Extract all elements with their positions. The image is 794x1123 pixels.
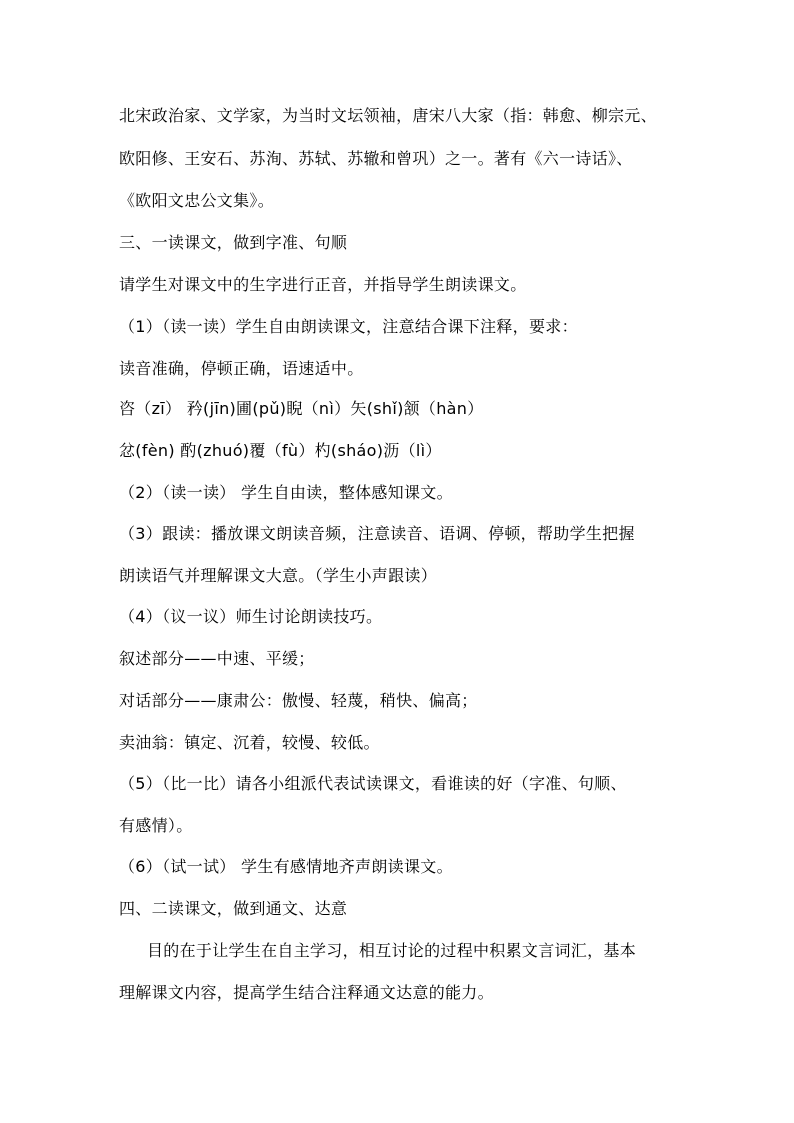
section-heading: 四、二读课文，做到通文、达意 xyxy=(119,899,348,918)
text-line: 叙述部分——中速、平缓； xyxy=(119,649,315,668)
pinyin-line: 咨（zī） 矜(jīn)圃(pǔ)睨（nì）矢(shǐ)颔（hàn） xyxy=(119,399,484,418)
pinyin-line: 忿(fèn) 酌(zhuó)覆（fù）杓(sháo)沥（lì） xyxy=(119,441,442,460)
text-line: 请学生对课文中的生字进行正音，并指导学生朗读课文。 xyxy=(119,275,527,294)
text-line: （5）（比一比）请各小组派代表试读课文，看谁读的好（字准、句顺、 xyxy=(119,774,627,793)
text-line: （2）（读一读） 学生自由读，整体感知课文。 xyxy=(119,483,453,502)
text-line: 读音准确，停顿正确，语速适中。 xyxy=(119,359,364,378)
text-line: 有感情）。 xyxy=(119,816,193,835)
text-line: （1）（读一读）学生自由朗读课文，注意结合课下注释，要求： xyxy=(119,317,578,336)
text-line: （6）（试一试） 学生有感情地齐声朗读课文。 xyxy=(119,857,453,876)
text-line: 《欧阳文忠公文集》。 xyxy=(119,191,275,210)
text-line: 对话部分——康肃公：傲慢、轻蔑，稍快、偏高； xyxy=(119,691,478,710)
text-line: 目的在于让学生在自主学习，相互讨论的过程中积累文言词汇，基本 xyxy=(147,941,637,960)
text-line: 理解课文内容，提高学生结合注释通文达意的能力。 xyxy=(119,983,494,1002)
text-line: 卖油翁：镇定、沉着，较慢、较低。 xyxy=(119,733,380,752)
section-heading: 三、一读课文，做到字准、句顺 xyxy=(119,233,348,252)
text-line: 欧阳修、王安石、苏洵、苏轼、苏辙和曾巩）之一。著有《六一诗话》、 xyxy=(119,149,633,168)
text-line: （3）跟读：播放课文朗读音频，注意读音、语调、停顿，帮助学生把握 xyxy=(119,524,635,543)
text-line: 北宋政治家、文学家，为当时文坛领袖，唐宋八大家（指：韩愈、柳宗元、 xyxy=(119,106,657,125)
text-line: （4）（议一议）师生讨论朗读技巧。 xyxy=(119,607,383,626)
text-line: 朗读语气并理解课文大意。（学生小声跟读） xyxy=(119,566,438,585)
